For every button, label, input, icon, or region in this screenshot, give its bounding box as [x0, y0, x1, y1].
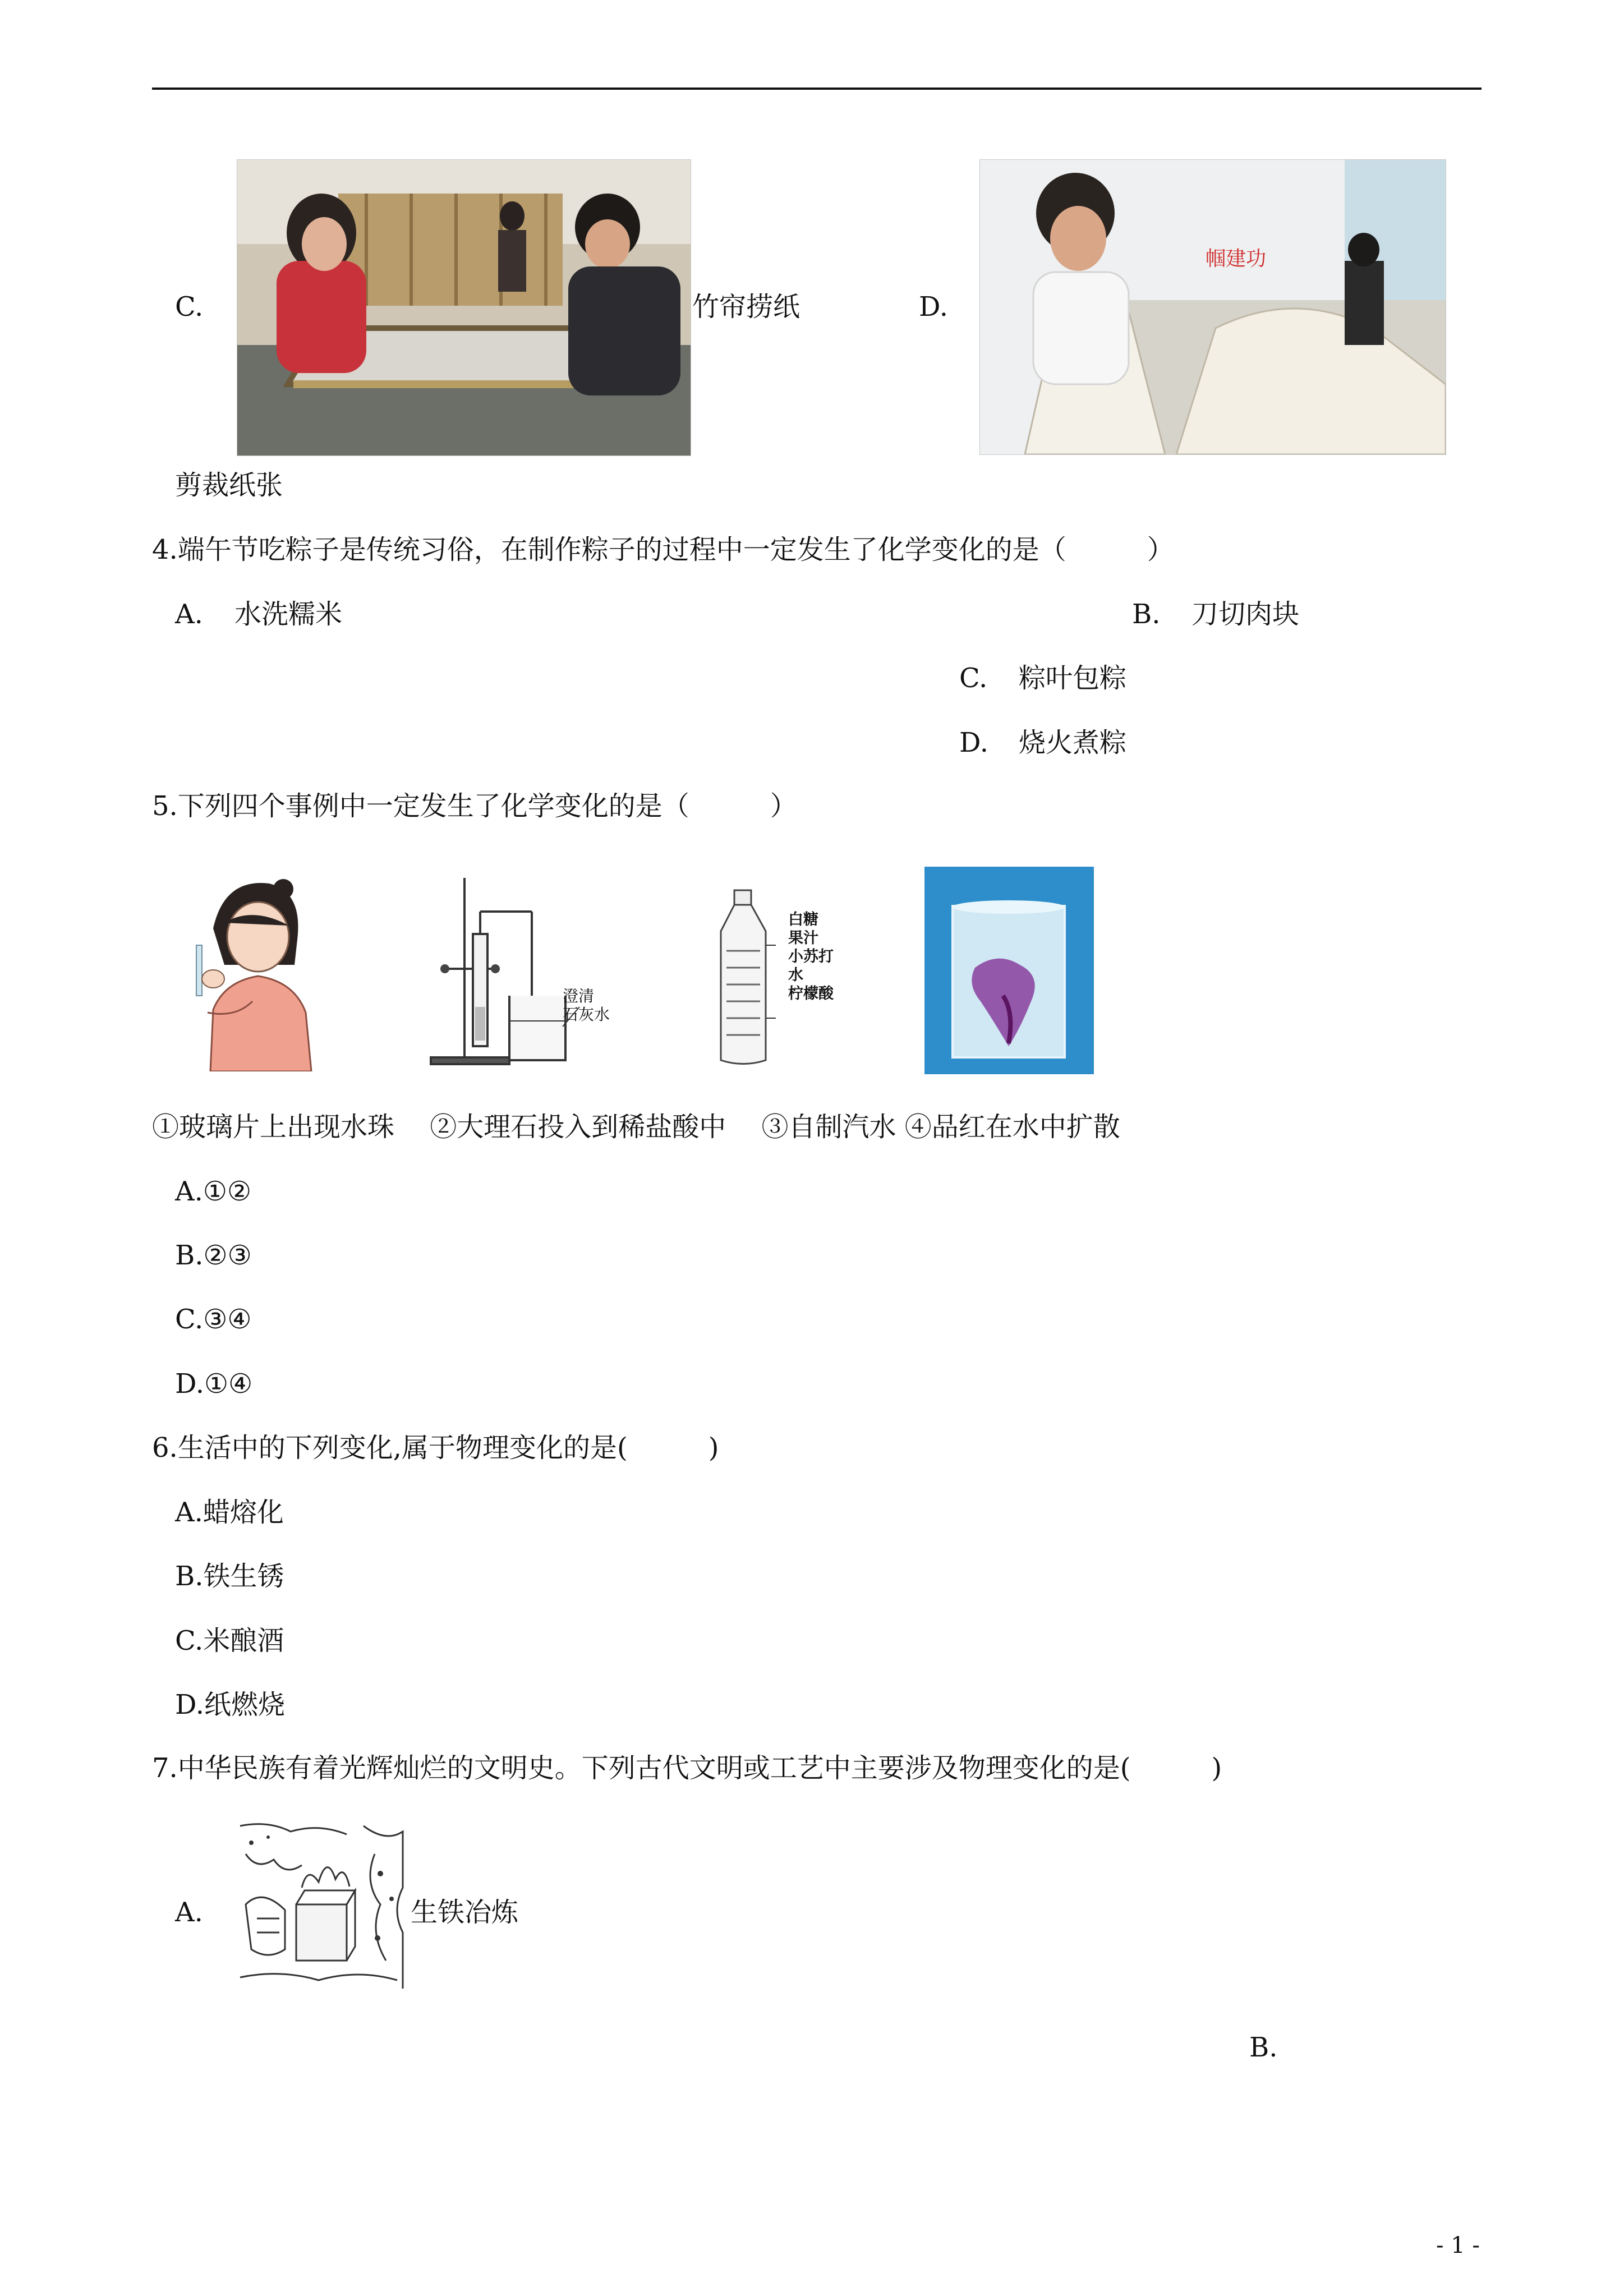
wall-banner-text: 帼建功 [1206, 247, 1267, 270]
q6-option-a: A.蜡熔化 [175, 1497, 284, 1528]
q7-option-a-letter: A. [175, 1897, 203, 1928]
q3-option-c-caption: 竹帘捞纸 [692, 291, 801, 323]
q4-option-d-letter: D. [959, 727, 989, 758]
q6-stem: 6.生活中的下列变化,属于物理变化的是( ) [152, 1432, 719, 1464]
q4-option-b-letter: B. [1132, 599, 1161, 630]
q4-option-c-letter: C. [959, 662, 988, 694]
bottle-label-citric-acid: 柠檬酸 [788, 985, 834, 1002]
page-number: - 1 - [1436, 2233, 1480, 2258]
marble-acid-apparatus [420, 872, 610, 1068]
dye-diffusion-beaker-photo [924, 867, 1094, 1074]
q5-option-d: D.①④ [175, 1368, 253, 1400]
q4-option-a-letter: A. [175, 599, 203, 630]
header-rule [152, 88, 1482, 90]
q5-stem: 5.下列四个事例中一定发生了化学变化的是（ ） [152, 790, 797, 822]
q3-option-d-caption: 剪裁纸张 [175, 470, 283, 501]
q5-option-a: A.①② [175, 1176, 251, 1207]
apparatus-label-1: 澄清 [563, 987, 595, 1005]
q4-option-d-text: 烧火煮粽 [1019, 727, 1127, 758]
q3-option-d-letter: D. [919, 291, 949, 323]
apparatus-label-2: 石灰水 [563, 1006, 610, 1023]
q7-option-b-letter: B. [1249, 2032, 1278, 2063]
q7-stem: 7.中华民族有着光辉灿烂的文明史。下列古代文明或工艺中主要涉及物理变化的是( ) [152, 1752, 1222, 1784]
q5-option-b: B.②③ [175, 1240, 252, 1271]
bottle-label-juice: 果汁 [788, 930, 818, 946]
q5-cases: ①玻璃片上出现水珠 ②大理石投入到稀盐酸中 ③自制汽水 ④品红在水中扩散 [152, 1111, 1120, 1143]
q5-option-c: C.③④ [175, 1304, 252, 1335]
bottle-label-baking-soda: 小苏打 [788, 948, 834, 965]
q4-option-a-text: 水洗糯米 [234, 599, 343, 630]
q6-option-c: C.米酿酒 [175, 1625, 284, 1657]
q4-option-b-text: 刀切肉块 [1191, 599, 1300, 630]
q6-option-b: B.铁生锈 [175, 1561, 284, 1592]
q3-option-c-letter: C. [175, 291, 204, 323]
papermaking-photo [237, 159, 691, 456]
soda-bottle-figure [710, 889, 867, 1069]
girl-illustration [191, 867, 319, 1071]
q4-option-c-text: 粽叶包粽 [1019, 662, 1127, 694]
bottle-label-water: 水 [788, 967, 803, 983]
q7-option-a-caption: 生铁冶炼 [411, 1897, 519, 1928]
paper-cutting-photo [979, 159, 1446, 455]
bottle-label-sugar: 白糖 [788, 911, 818, 928]
iron-smelting-woodcut [234, 1820, 410, 1991]
q4-stem: 4.端午节吃粽子是传统习俗，在制作粽子的过程中一定发生了化学变化的是（ ） [152, 534, 1174, 565]
q6-option-d: D.纸燃烧 [175, 1689, 286, 1720]
